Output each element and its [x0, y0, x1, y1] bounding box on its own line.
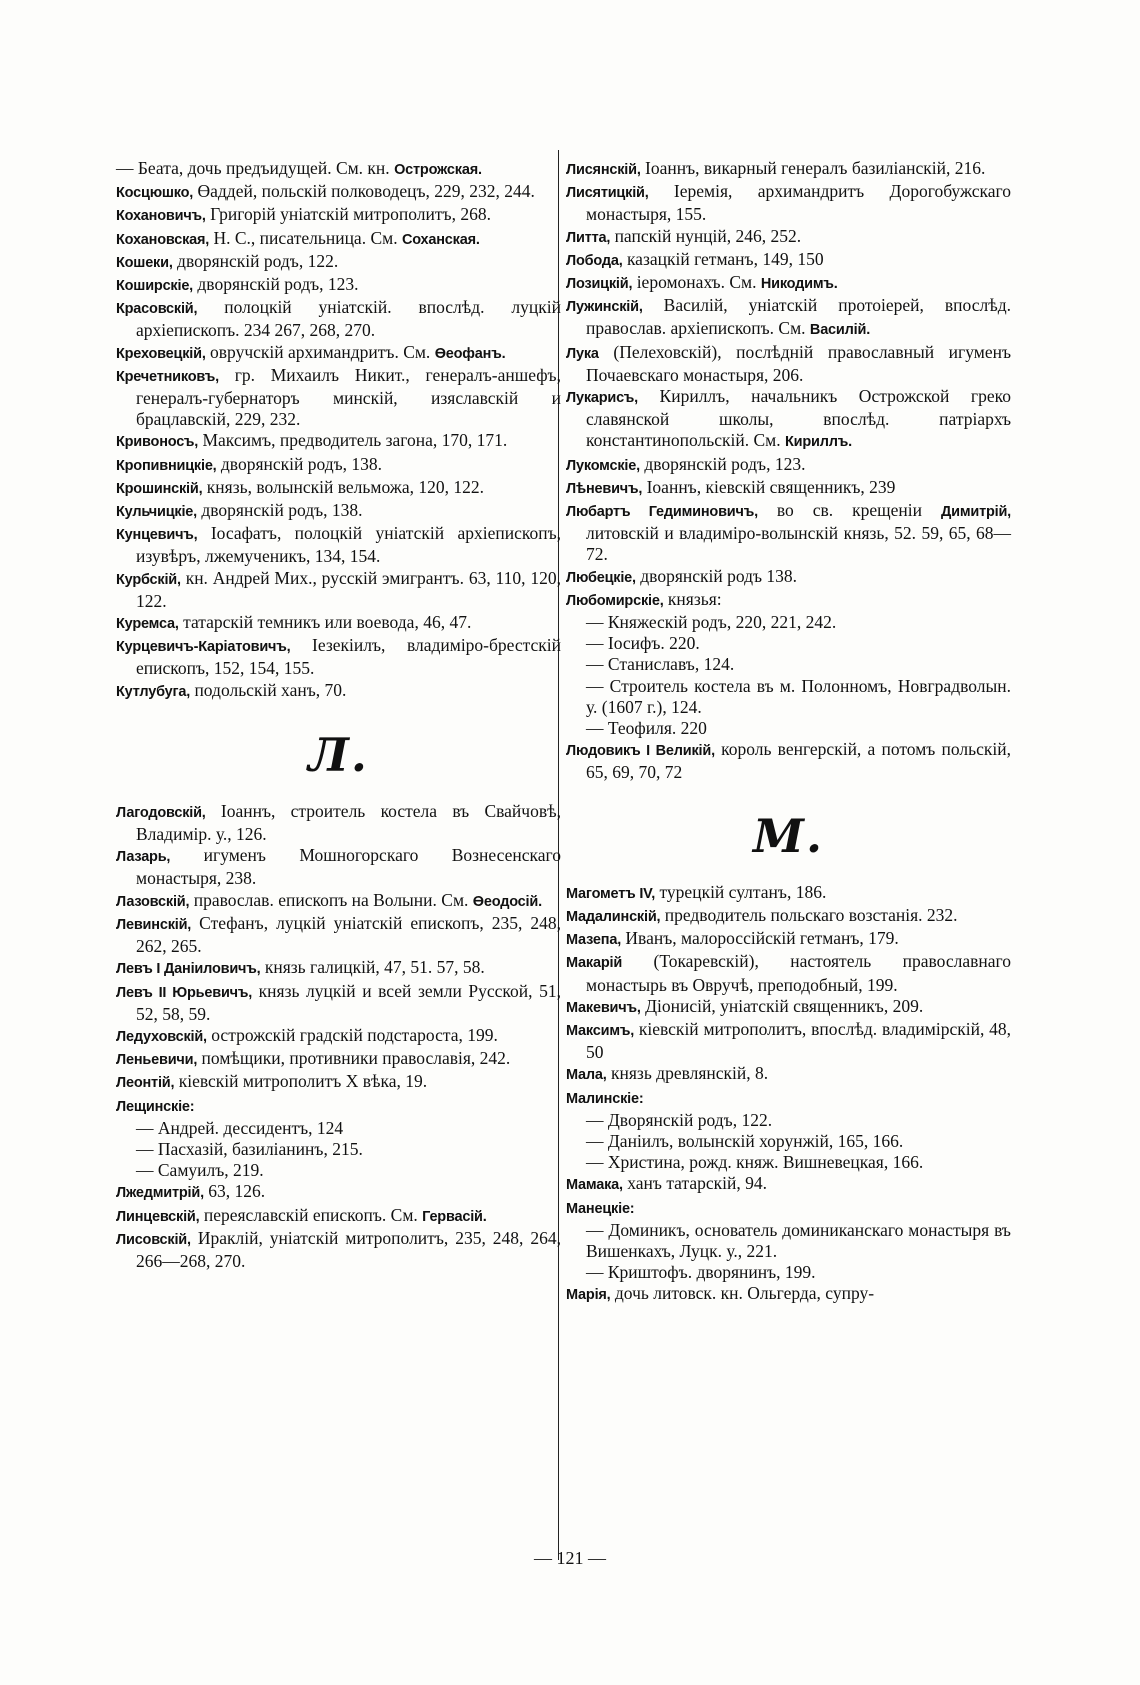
entry-text: Өаддей, польскій полководецъ, 229, 232, 244. — [193, 181, 535, 202]
entry-text: подольскій ханъ, 70. — [190, 679, 347, 700]
index-entry — [566, 996, 1011, 1019]
entries-left-top — [116, 158, 561, 703]
left-column — [116, 158, 561, 1272]
entry-text: король венгерскій, а потомъ польскій, 65, 69, 70, 72 — [586, 739, 1011, 783]
entries-right-top — [566, 158, 1011, 784]
section-letter-m: М. — [753, 808, 824, 863]
index-entry — [566, 566, 1011, 589]
entry-text: — Беата, дочь предъидущей. См. кн. — [116, 158, 395, 178]
index-entry — [116, 181, 561, 204]
subentry-text: — Дворянскій родъ, 122. — [586, 1109, 773, 1130]
entry-heading: Лжедмитрій, — [116, 1185, 204, 1202]
entry-text: Іоаннъ, строитель костела въ Свайчовѣ, Владимір. у., 126. — [136, 800, 561, 845]
entry-text: овручскій архимандритъ. См. — [205, 341, 435, 362]
index-subentry — [566, 718, 1011, 739]
index-entry — [116, 801, 561, 845]
right-column — [566, 158, 1011, 1307]
subentry-text: — Андрей. дессидентъ, 124 — [136, 1117, 344, 1138]
index-entry — [566, 1087, 1011, 1110]
entry-text: 63, 126. — [203, 1181, 266, 1202]
index-subentry — [116, 1118, 561, 1139]
entry-heading: Максимъ, — [566, 1022, 635, 1039]
entry-heading: Малинскіе: — [566, 1090, 644, 1107]
entry-crossref: Кириллъ. — [784, 434, 852, 451]
entry-crossref: Өеодосій. — [472, 893, 542, 910]
index-entry — [116, 913, 561, 957]
entry-heading: Любецкіе, — [566, 569, 636, 586]
entry-heading: Линцевскій, — [116, 1208, 200, 1225]
entry-text: (Пелеховскій), послѣдній православный игуменъ Почаевскаго монастыря, 206. — [586, 341, 1011, 385]
subentry-text: — Христина, рожд. княж. Вишневецкая, 166. — [586, 1152, 924, 1173]
index-entry — [116, 228, 561, 251]
entry-heading: Лука — [566, 345, 599, 362]
index-entry — [566, 342, 1011, 386]
index-subentry — [566, 1262, 1011, 1283]
index-entry — [566, 1019, 1011, 1063]
entry-text: полоцкій уніатскій. впослѣд. луцкій архіепископъ. 234 267, 268, 270. — [136, 297, 561, 341]
entry-heading: Лисянскій, — [566, 162, 641, 178]
entry-text: Ираклій, уніатскій митрополитъ, 235, 248, 264, 266—268, 270. — [136, 1227, 561, 1271]
index-entry — [116, 1025, 561, 1048]
entry-text: Іеремія, архимандритъ Дорогобужскаго монастыря, 155. — [586, 181, 1011, 225]
subentry-text: — Іосифъ. 220. — [586, 633, 700, 654]
index-entry — [116, 274, 561, 297]
index-entry — [116, 1095, 561, 1118]
entry-text: дворянскій родъ 138. — [635, 565, 798, 586]
index-entry — [566, 589, 1011, 612]
entry-heading: Кутлубуга, — [116, 683, 191, 700]
entry-text: князь, волынскій вельможа, 120, 122. — [202, 476, 485, 497]
index-entry — [566, 295, 1011, 341]
index-entry — [116, 342, 561, 365]
entry-heading: Курбскій, — [116, 571, 181, 588]
entry-heading: Лужинскій, — [566, 299, 643, 316]
entry-text: князь галицкій, 47, 51. 57, 58. — [260, 957, 485, 978]
entry-text: Григорій уніатскій митрополитъ, 268. — [205, 204, 491, 225]
index-entry — [116, 430, 561, 453]
index-entry — [566, 181, 1011, 225]
entry-text: татарскій темникъ или воевода, 46, 47. — [178, 612, 472, 633]
entry-heading: Леньевичи, — [116, 1052, 198, 1069]
index-entry — [116, 523, 561, 567]
entry-text: кіевскій митрополитъ, впослѣд. владимірскій, 48, 50 — [586, 1018, 1011, 1063]
entry-text: іеромонахъ. См. — [632, 272, 761, 293]
subentry-text: — Княжескій родъ, 220, 221, 242. — [586, 612, 837, 633]
entry-text: дворянскій родъ, 123. — [193, 274, 359, 295]
index-entry — [566, 477, 1011, 500]
entry-text: Іосафатъ, полоцкій уніатскій архіепископъ, изувѣръ, лжемученикъ, 134, 154. — [136, 523, 561, 567]
entry-heading: Макарій — [566, 955, 623, 972]
index-entry — [116, 251, 561, 274]
entry-text: Василій, уніатскій протоіерей, впослѣд. православ. архіепископъ. См. — [586, 295, 1011, 339]
index-subentry — [566, 1152, 1011, 1173]
index-entry — [566, 1063, 1011, 1086]
index-entry — [116, 297, 561, 341]
entry-text: турецкій султанъ, 186. — [655, 881, 827, 902]
entry-heading: Мадалинскій, — [566, 908, 661, 925]
entry-heading: Кохановичъ, — [116, 208, 206, 225]
subentry-text: — Пасхазій, базиліанинъ, 215. — [136, 1138, 363, 1159]
entry-heading: Красовскій, — [116, 301, 198, 318]
entry-text: Іоаннъ, викарный генералъ базиліанскій, 216. — [640, 158, 986, 178]
entry-crossref: Гервасій. — [422, 1208, 487, 1225]
entry-heading: Литта, — [566, 229, 611, 246]
entry-heading: Лазарь, — [116, 849, 171, 866]
index-entry — [116, 365, 561, 431]
index-entry — [116, 957, 561, 980]
subentry-text: — Теофиля. 220 — [586, 718, 707, 739]
entry-heading: Лукарисъ, — [566, 390, 639, 407]
entry-heading: Макевичъ, — [566, 999, 641, 1016]
entry-heading: Коширскіе, — [116, 278, 194, 295]
index-entry — [566, 158, 1011, 181]
entry-crossref: Острожская. — [394, 162, 482, 178]
entry-text: дворянскій родъ, 123. — [639, 453, 806, 474]
entry-text: острожскій градскій подстароста, 199. — [206, 1024, 498, 1045]
entry-heading: Куремса, — [116, 616, 179, 633]
index-entry — [116, 1181, 561, 1204]
entry-text: православ. епископъ на Волыни. См. — [189, 889, 473, 910]
entry-text: дворянскій родъ, 138. — [197, 500, 363, 521]
entry-text: князь луцкій и всей земли Русской, 51, 52, 58, 59. — [136, 980, 561, 1024]
entry-heading: Лозицкій, — [566, 276, 633, 293]
index-entry — [116, 890, 561, 913]
index-entry — [566, 951, 1011, 995]
entry-heading: Мамака, — [566, 1177, 623, 1194]
entry-heading: Курцевичъ-Каріатовичъ, — [116, 639, 291, 656]
index-entry — [116, 1228, 561, 1272]
entry-heading: Кривоносъ, — [116, 434, 199, 451]
entry-text: Кириллъ, начальникъ Острожской греко славянской школы, впослѣд. патріархъ константинопольскій. См. — [586, 386, 1011, 451]
index-entry — [116, 1048, 561, 1071]
index-entry — [566, 500, 1011, 566]
entry-heading: Креховецкій, — [116, 345, 206, 362]
entry-text: Діонисій, уніатскій священникъ, 209. — [640, 995, 924, 1016]
entry-heading: Любомирскіе, — [566, 592, 664, 609]
entry-crossref: Соханская. — [401, 231, 480, 248]
index-entry — [566, 386, 1011, 454]
subentry-text: — Станиславъ, 124. — [586, 654, 735, 675]
entry-text: князь древлянскій, 8. — [606, 1063, 769, 1084]
page-number: — 121 — — [534, 1548, 606, 1568]
entry-heading: Левъ II Юрьевичъ, — [116, 984, 253, 1001]
entry-heading: Лобода, — [566, 252, 623, 269]
entry-text: князья: — [663, 588, 722, 609]
subentry-text: — Криштофъ. дворянинъ, 199. — [586, 1262, 816, 1283]
entry-text: Іезекіилъ, владиміро-брестскій епископъ, 152, 154, 155. — [136, 635, 561, 679]
entry-text: Максимъ, предводитель загона, 170, 171. — [198, 430, 508, 451]
entry-text: кіевскій митрополитъ X вѣка, 19. — [174, 1071, 428, 1092]
index-entry — [566, 272, 1011, 295]
entry-heading: Левинскій, — [116, 916, 192, 933]
subentry-text: — Строитель костела въ м. Полонномъ, Новградволын. у. (1607 г.), 124. — [586, 675, 1011, 717]
section-letter-l: Л. — [308, 727, 369, 782]
index-entry — [116, 158, 561, 181]
entry-heading: Мазепа, — [566, 932, 622, 949]
subentry-text: — Даніилъ, волынскій хорунжій, 165, 166. — [586, 1130, 904, 1151]
entry-text: (Токаревскій), настоятель православнаго монастырь въ Овручѣ, преподобный, 199. — [586, 951, 1011, 995]
entry-text: переяславскій епископъ. См. — [199, 1204, 423, 1225]
entry-heading: Магометъ IV, — [566, 885, 656, 902]
entry-heading: Любартъ Гедиминовичъ, — [566, 504, 758, 521]
index-entry — [116, 204, 561, 227]
index-entry — [116, 500, 561, 523]
index-entry — [566, 1283, 1011, 1306]
entry-heading: Леонтій, — [116, 1075, 175, 1092]
entry-text: казацкій гетманъ, 149, 150 — [622, 248, 824, 269]
index-entry — [566, 1197, 1011, 1220]
index-subentry — [116, 1139, 561, 1160]
entry-heading: Крошинскій, — [116, 480, 203, 497]
entry-text: Стефанъ, луцкій уніатскій епископъ, 235, 248, 262, 265. — [136, 912, 561, 957]
index-entry — [566, 1173, 1011, 1196]
index-entry — [566, 249, 1011, 272]
index-entry — [566, 928, 1011, 951]
entry-heading: Кошеки, — [116, 254, 173, 271]
entry-heading: Лукомскіе, — [566, 457, 640, 474]
entry-text: дворянскій родъ, 122. — [172, 250, 339, 271]
entry-crossref: Василій. — [809, 322, 871, 339]
index-entry — [566, 905, 1011, 928]
index-entry — [116, 454, 561, 477]
entry-text: дворянскій родъ, 138. — [216, 453, 383, 474]
index-subentry — [566, 612, 1011, 633]
entry-text: папскій нунцій, 246, 252. — [610, 225, 802, 246]
entry-heading: Лагодовскій, — [116, 804, 206, 821]
index-entry — [116, 680, 561, 703]
entry-heading: Лисятицкій, — [566, 185, 649, 202]
subentry-text: — Доминикъ, основатель доминиканскаго монастыря въ Вишенкахъ, Луцк. у., 221. — [586, 1219, 1011, 1261]
entry-heading: Кречетниковъ, — [116, 368, 219, 385]
entry-crossref: Димитрій, — [940, 504, 1011, 521]
index-subentry — [566, 654, 1011, 675]
entry-text: Н. С., писательница. См. — [209, 227, 402, 248]
entry-heading: Кохановская, — [116, 231, 210, 248]
index-subentry — [566, 633, 1011, 654]
entry-crossref: Никодимъ. — [760, 276, 838, 293]
entry-text: гр. Михаилъ Никит., генералъ-аншефъ, генералъ-губернаторъ минскій, изяславскій и брацлавскій, 229, 232. — [136, 364, 561, 430]
index-entry — [116, 635, 561, 679]
entry-heading: Косцюшко, — [116, 185, 194, 202]
index-entry — [116, 1205, 561, 1228]
index-subentry — [116, 1160, 561, 1181]
entries-left-bottom — [116, 801, 561, 1272]
entry-text: дочь литовск. кн. Ольгерда, супру- — [610, 1283, 875, 1304]
entry-heading: Лисовскій, — [116, 1231, 191, 1248]
entry-heading: Лещинскіе: — [116, 1098, 195, 1115]
entry-heading: Лѣневичъ, — [566, 480, 643, 497]
entry-text: Іоаннъ, кіевскій священникъ, 239 — [642, 476, 896, 497]
entries-right-bottom — [566, 882, 1011, 1307]
index-subentry — [566, 1110, 1011, 1131]
index-entry — [566, 882, 1011, 905]
index-entry — [116, 981, 561, 1025]
entry-crossref: Өеофанъ. — [434, 345, 506, 362]
entry-text: игуменъ Мошногорскаго Вознесенскаго монастыря, 238. — [136, 845, 561, 889]
entry-heading: Кунцевичъ, — [116, 527, 198, 544]
entry-text: ханъ татарскій, 94. — [622, 1173, 768, 1194]
index-subentry — [566, 1131, 1011, 1152]
entry-heading: Мала, — [566, 1067, 607, 1084]
entry-heading: Марія, — [566, 1287, 611, 1304]
entry-heading: Левъ I Даніиловичъ, — [116, 961, 261, 978]
entry-heading: Кропивницкіе, — [116, 457, 217, 474]
entry-text: Иванъ, малороссійскій гетманъ, 179. — [621, 928, 899, 949]
index-subentry — [566, 1220, 1011, 1262]
index-subentry — [566, 676, 1011, 718]
entry-text: помѣщики, противники православія, 242. — [197, 1048, 511, 1069]
index-entry — [116, 845, 561, 889]
entry-heading: Ледуховскій, — [116, 1028, 207, 1045]
index-entry — [566, 739, 1011, 783]
entry-text: предводитель польскаго возстанія. 232. — [660, 904, 958, 925]
entry-text: кн. Андрей Мих., русскій эмигрантъ. 63, 110, 120, 122. — [136, 567, 561, 611]
entry-text: во св. крещеніи — [757, 500, 941, 521]
entry-heading: Манецкіе: — [566, 1200, 635, 1217]
index-entry — [566, 226, 1011, 249]
index-entry — [116, 568, 561, 612]
entry-heading: Кульчицкіе, — [116, 504, 197, 521]
index-entry — [116, 612, 561, 635]
entry-text-continued: литовскій и владиміро-волынскій князь, 52. 59, 65, 68—72. — [586, 523, 1011, 565]
entry-heading: Людовикъ I Великій, — [566, 743, 715, 760]
subentry-text: — Самуилъ, 219. — [136, 1160, 264, 1181]
index-entry — [116, 1071, 561, 1094]
entry-heading: Лазовскій, — [116, 893, 190, 910]
index-entry — [566, 454, 1011, 477]
index-entry — [116, 477, 561, 500]
